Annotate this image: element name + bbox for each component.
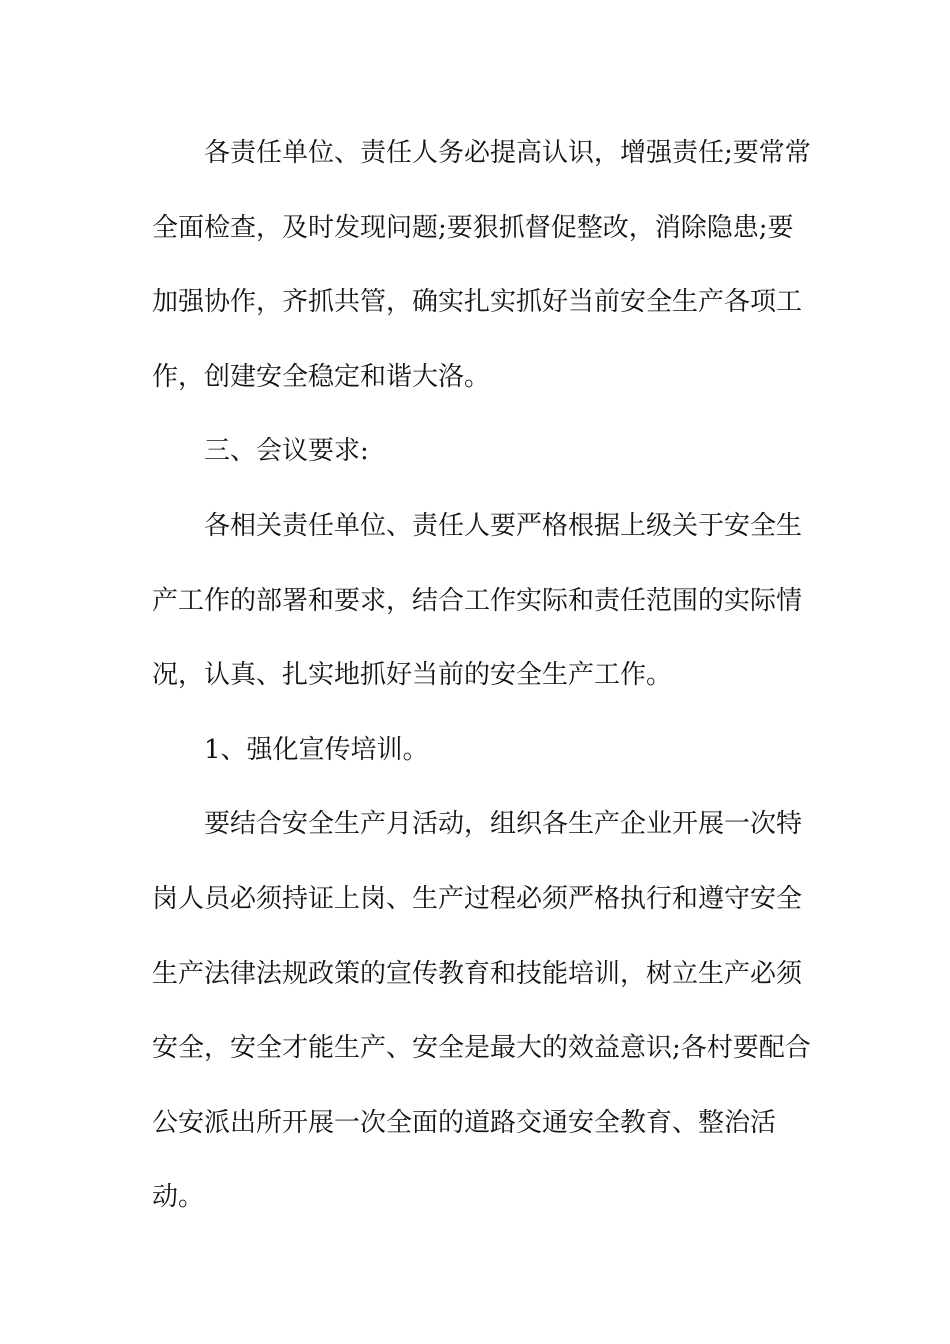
- paragraph-line: 各相关责任单位、责任人要严格根据上级关于安全生: [204, 510, 803, 541]
- paragraph-line: 安全，安全才能生产、安全是最大的效益意识;各村要配合: [152, 1033, 811, 1064]
- paragraph-line: 各责任单位、责任人务必提高认识，增强责任;要常常: [204, 138, 811, 168]
- paragraph-line: 公安派出所开展一次全面的道路交通安全教育、整治活: [152, 1107, 777, 1138]
- paragraph-line: 加强协作，齐抓共管，确实扎实抓好当前安全生产各项工: [152, 287, 803, 318]
- paragraph-line: 生产法律法规政策的宣传教育和技能培训，树立生产必须: [152, 958, 803, 989]
- document-body: [152, 116, 812, 1235]
- paragraph-line: 全面检查，及时发现问题;要狠抓督促整改，消除隐患;要: [152, 212, 794, 243]
- section-heading: 三、会议要求:: [204, 436, 369, 467]
- paragraph-line: 岗人员必须持证上岗、生产过程必须严格执行和遵守安全: [152, 883, 803, 914]
- paragraph-line: 动。: [152, 1182, 205, 1213]
- paragraph-line: 要结合安全生产月活动，组织各生产企业开展一次特: [204, 809, 803, 840]
- subsection-heading: 1、强化宣传培训。: [204, 734, 429, 765]
- paragraph-line: 作，创建安全稳定和谐大洛。: [152, 361, 491, 392]
- paragraph-line: 况，认真、扎实地抓好当前的安全生产工作。: [152, 660, 673, 691]
- paragraph-line: 产工作的部署和要求，结合工作实际和责任范围的实际情: [152, 585, 803, 616]
